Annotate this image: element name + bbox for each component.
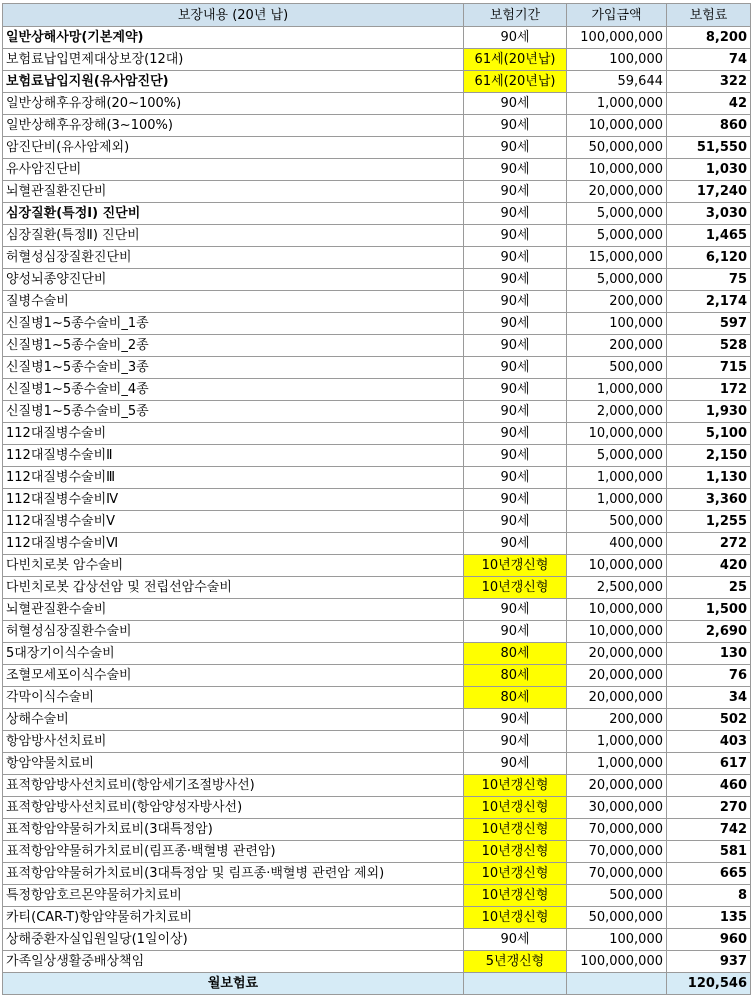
coverage-term: 90세	[464, 115, 567, 137]
table-row	[3, 423, 751, 445]
coverage-name: 보험료납입지원(유사암진단)	[3, 71, 464, 93]
coverage-term: 10년갱신형	[464, 885, 567, 907]
coverage-term: 90세	[464, 599, 567, 621]
coverage-amount: 100,000	[567, 313, 667, 335]
coverage-term: 90세	[464, 731, 567, 753]
coverage-name: 뇌혈관질환수술비	[3, 599, 464, 621]
coverage-premium: 42	[667, 93, 751, 115]
table-row	[3, 247, 751, 269]
coverage-amount: 200,000	[567, 291, 667, 313]
coverage-term: 90세	[464, 313, 567, 335]
coverage-name: 5대장기이식수술비	[3, 643, 464, 665]
coverage-amount: 20,000,000	[567, 775, 667, 797]
coverage-term: 90세	[464, 159, 567, 181]
coverage-amount: 2,000,000	[567, 401, 667, 423]
coverage-premium: 860	[667, 115, 751, 137]
total-amount-empty	[567, 973, 667, 995]
coverage-amount: 100,000	[567, 929, 667, 951]
table-row	[3, 929, 751, 951]
table-row	[3, 819, 751, 841]
coverage-name: 표적항암약물허가치료비(림프종·백혈병 관련암)	[3, 841, 464, 863]
coverage-premium: 76	[667, 665, 751, 687]
table-row	[3, 511, 751, 533]
coverage-premium: 322	[667, 71, 751, 93]
table-row	[3, 753, 751, 775]
coverage-premium: 3,030	[667, 203, 751, 225]
coverage-premium: 528	[667, 335, 751, 357]
coverage-name: 암진단비(유사암제외)	[3, 137, 464, 159]
coverage-amount: 200,000	[567, 709, 667, 731]
table-row	[3, 445, 751, 467]
coverage-amount: 20,000,000	[567, 181, 667, 203]
coverage-amount: 5,000,000	[567, 225, 667, 247]
table-row	[3, 137, 751, 159]
coverage-term: 90세	[464, 929, 567, 951]
table-row	[3, 225, 751, 247]
coverage-term: 90세	[464, 511, 567, 533]
coverage-term: 90세	[464, 247, 567, 269]
coverage-premium: 581	[667, 841, 751, 863]
coverage-term: 90세	[464, 401, 567, 423]
coverage-amount: 10,000,000	[567, 621, 667, 643]
coverage-term: 10년갱신형	[464, 555, 567, 577]
coverage-name: 뇌혈관질환진단비	[3, 181, 464, 203]
table-row	[3, 665, 751, 687]
table-row	[3, 181, 751, 203]
coverage-term: 90세	[464, 291, 567, 313]
coverage-premium: 715	[667, 357, 751, 379]
table-row	[3, 291, 751, 313]
coverage-name: 보험료납입면제대상보장(12대)	[3, 49, 464, 71]
coverage-premium: 597	[667, 313, 751, 335]
coverage-term: 90세	[464, 467, 567, 489]
coverage-name: 각막이식수술비	[3, 687, 464, 709]
coverage-premium: 502	[667, 709, 751, 731]
table-row	[3, 313, 751, 335]
table-row	[3, 643, 751, 665]
coverage-amount: 10,000,000	[567, 159, 667, 181]
coverage-term: 90세	[464, 357, 567, 379]
coverage-term: 90세	[464, 621, 567, 643]
coverage-term: 90세	[464, 269, 567, 291]
coverage-amount: 20,000,000	[567, 643, 667, 665]
table-row	[3, 269, 751, 291]
coverage-term: 90세	[464, 445, 567, 467]
coverage-term: 10년갱신형	[464, 775, 567, 797]
coverage-name: 항암방사선치료비	[3, 731, 464, 753]
coverage-amount: 15,000,000	[567, 247, 667, 269]
coverage-term: 90세	[464, 225, 567, 247]
coverage-amount: 100,000,000	[567, 951, 667, 973]
coverage-name: 신질병1~5종수술비_1종	[3, 313, 464, 335]
coverage-premium: 75	[667, 269, 751, 291]
coverage-term: 80세	[464, 687, 567, 709]
coverage-amount: 10,000,000	[567, 115, 667, 137]
coverage-amount: 50,000,000	[567, 137, 667, 159]
table-row	[3, 71, 751, 93]
table-row	[3, 401, 751, 423]
header-amount: 가입금액	[567, 4, 667, 27]
table-row	[3, 797, 751, 819]
coverage-premium: 2,150	[667, 445, 751, 467]
coverage-name: 허혈성심장질환진단비	[3, 247, 464, 269]
coverage-premium: 272	[667, 533, 751, 555]
coverage-premium: 403	[667, 731, 751, 753]
coverage-amount: 50,000,000	[567, 907, 667, 929]
table-row	[3, 533, 751, 555]
coverage-premium: 617	[667, 753, 751, 775]
header-term: 보험기간	[464, 4, 567, 27]
coverage-amount: 5,000,000	[567, 269, 667, 291]
coverage-premium: 130	[667, 643, 751, 665]
coverage-amount: 20,000,000	[567, 687, 667, 709]
coverage-term: 61세(20년납)	[464, 49, 567, 71]
coverage-term: 90세	[464, 533, 567, 555]
coverage-term: 10년갱신형	[464, 863, 567, 885]
coverage-name: 112대질병수술비	[3, 423, 464, 445]
coverage-term: 90세	[464, 709, 567, 731]
coverage-premium: 2,690	[667, 621, 751, 643]
total-term-empty	[464, 973, 567, 995]
coverage-amount: 70,000,000	[567, 863, 667, 885]
coverage-term: 10년갱신형	[464, 819, 567, 841]
header-premium: 보험료	[667, 4, 751, 27]
coverage-amount: 100,000	[567, 49, 667, 71]
coverage-name: 신질병1~5종수술비_2종	[3, 335, 464, 357]
coverage-premium: 1,465	[667, 225, 751, 247]
coverage-name: 표적항암방사선치료비(항암양성자방사선)	[3, 797, 464, 819]
coverage-name: 신질병1~5종수술비_3종	[3, 357, 464, 379]
monthly-premium-total: 120,546	[667, 973, 751, 995]
coverage-amount: 5,000,000	[567, 203, 667, 225]
coverage-premium: 960	[667, 929, 751, 951]
table-row	[3, 885, 751, 907]
coverage-name: 다빈치로봇 갑상선암 및 전립선암수술비	[3, 577, 464, 599]
coverage-term: 90세	[464, 753, 567, 775]
coverage-name: 심장질환(특정Ⅱ) 진단비	[3, 225, 464, 247]
coverage-name: 항암약물치료비	[3, 753, 464, 775]
coverage-amount: 1,000,000	[567, 467, 667, 489]
table-row	[3, 159, 751, 181]
table-row	[3, 907, 751, 929]
coverage-premium: 6,120	[667, 247, 751, 269]
coverage-term: 90세	[464, 489, 567, 511]
coverage-name: 심장질환(특정Ⅰ) 진단비	[3, 203, 464, 225]
coverage-amount: 500,000	[567, 357, 667, 379]
coverage-name: 일반상해후유장해(20~100%)	[3, 93, 464, 115]
table-row	[3, 687, 751, 709]
coverage-premium: 665	[667, 863, 751, 885]
coverage-premium: 8	[667, 885, 751, 907]
coverage-amount: 5,000,000	[567, 445, 667, 467]
table-row	[3, 335, 751, 357]
coverage-name: 특정항암호르몬약물허가치료비	[3, 885, 464, 907]
coverage-premium: 1,255	[667, 511, 751, 533]
coverage-name: 양성뇌종양진단비	[3, 269, 464, 291]
table-row	[3, 709, 751, 731]
coverage-name: 112대질병수술비Ⅱ	[3, 445, 464, 467]
coverage-term: 90세	[464, 423, 567, 445]
coverage-premium: 1,030	[667, 159, 751, 181]
coverage-term: 10년갱신형	[464, 797, 567, 819]
coverage-premium: 34	[667, 687, 751, 709]
table-row	[3, 93, 751, 115]
coverage-term: 61세(20년납)	[464, 71, 567, 93]
coverage-name: 112대질병수술비Ⅴ	[3, 511, 464, 533]
coverage-premium: 172	[667, 379, 751, 401]
coverage-premium: 2,174	[667, 291, 751, 313]
table-row	[3, 599, 751, 621]
coverage-term: 80세	[464, 643, 567, 665]
coverage-amount: 20,000,000	[567, 665, 667, 687]
coverage-term: 10년갱신형	[464, 907, 567, 929]
coverage-premium: 420	[667, 555, 751, 577]
coverage-premium: 742	[667, 819, 751, 841]
coverage-term: 90세	[464, 335, 567, 357]
coverage-amount: 10,000,000	[567, 555, 667, 577]
coverage-name: 다빈치로봇 암수술비	[3, 555, 464, 577]
coverage-amount: 1,000,000	[567, 731, 667, 753]
coverage-amount: 400,000	[567, 533, 667, 555]
coverage-premium: 74	[667, 49, 751, 71]
coverage-premium: 5,100	[667, 423, 751, 445]
coverage-term: 80세	[464, 665, 567, 687]
coverage-premium: 937	[667, 951, 751, 973]
coverage-term: 90세	[464, 379, 567, 401]
coverage-name: 유사암진단비	[3, 159, 464, 181]
coverage-amount: 1,000,000	[567, 93, 667, 115]
coverage-term: 10년갱신형	[464, 577, 567, 599]
coverage-premium: 135	[667, 907, 751, 929]
coverage-name: 일반상해사망(기본계약)	[3, 27, 464, 49]
table-row	[3, 357, 751, 379]
coverage-name: 조혈모세포이식수술비	[3, 665, 464, 687]
coverage-name: 상해수술비	[3, 709, 464, 731]
coverage-amount: 30,000,000	[567, 797, 667, 819]
table-row	[3, 203, 751, 225]
table-row	[3, 731, 751, 753]
coverage-amount: 2,500,000	[567, 577, 667, 599]
coverage-premium: 270	[667, 797, 751, 819]
table-row	[3, 49, 751, 71]
coverage-name: 표적항암방사선치료비(항암세기조절방사선)	[3, 775, 464, 797]
coverage-premium: 1,500	[667, 599, 751, 621]
coverage-term: 10년갱신형	[464, 841, 567, 863]
table-row	[3, 489, 751, 511]
total-row	[3, 973, 751, 995]
coverage-name: 가족일상생활중배상책임	[3, 951, 464, 973]
coverage-term: 90세	[464, 181, 567, 203]
table-row	[3, 863, 751, 885]
coverage-premium: 51,550	[667, 137, 751, 159]
coverage-name: 표적항암약물허가치료비(3대특정암)	[3, 819, 464, 841]
coverage-name: 상해중환자실입원일당(1일이상)	[3, 929, 464, 951]
coverage-name: 112대질병수술비Ⅳ	[3, 489, 464, 511]
coverage-term: 90세	[464, 93, 567, 115]
coverage-amount: 70,000,000	[567, 841, 667, 863]
table-row	[3, 27, 751, 49]
header-row	[3, 4, 751, 27]
table-row	[3, 115, 751, 137]
coverage-name: 허혈성심장질환수술비	[3, 621, 464, 643]
coverage-name: 일반상해후유장해(3~100%)	[3, 115, 464, 137]
table-row	[3, 555, 751, 577]
coverage-amount: 70,000,000	[567, 819, 667, 841]
table-row	[3, 841, 751, 863]
coverage-premium: 1,930	[667, 401, 751, 423]
coverage-premium: 1,130	[667, 467, 751, 489]
coverage-premium: 460	[667, 775, 751, 797]
table-row	[3, 379, 751, 401]
table-row	[3, 577, 751, 599]
table-row	[3, 621, 751, 643]
coverage-term: 90세	[464, 27, 567, 49]
coverage-amount: 1,000,000	[567, 489, 667, 511]
coverage-amount: 10,000,000	[567, 599, 667, 621]
coverage-name: 112대질병수술비Ⅵ	[3, 533, 464, 555]
coverage-name: 신질병1~5종수술비_5종	[3, 401, 464, 423]
coverage-amount: 59,644	[567, 71, 667, 93]
table-row	[3, 951, 751, 973]
coverage-amount: 500,000	[567, 511, 667, 533]
coverage-name: 표적항암약물허가치료비(3대특정암 및 림프종·백혈병 관련암 제외)	[3, 863, 464, 885]
coverage-table	[2, 3, 751, 995]
coverage-premium: 3,360	[667, 489, 751, 511]
coverage-amount: 100,000,000	[567, 27, 667, 49]
table-row	[3, 467, 751, 489]
coverage-premium: 25	[667, 577, 751, 599]
monthly-premium-label: 월보험료	[3, 973, 464, 995]
header-coverage: 보장내용 (20년 납)	[3, 4, 464, 27]
coverage-premium: 17,240	[667, 181, 751, 203]
table-row	[3, 775, 751, 797]
coverage-term: 5년갱신형	[464, 951, 567, 973]
coverage-premium: 8,200	[667, 27, 751, 49]
coverage-term: 90세	[464, 203, 567, 225]
coverage-amount: 200,000	[567, 335, 667, 357]
coverage-name: 112대질병수술비Ⅲ	[3, 467, 464, 489]
coverage-name: 질병수술비	[3, 291, 464, 313]
coverage-amount: 1,000,000	[567, 379, 667, 401]
coverage-name: 신질병1~5종수술비_4종	[3, 379, 464, 401]
coverage-amount: 10,000,000	[567, 423, 667, 445]
coverage-amount: 500,000	[567, 885, 667, 907]
coverage-amount: 1,000,000	[567, 753, 667, 775]
coverage-name: 카티(CAR-T)항암약물허가치료비	[3, 907, 464, 929]
coverage-term: 90세	[464, 137, 567, 159]
